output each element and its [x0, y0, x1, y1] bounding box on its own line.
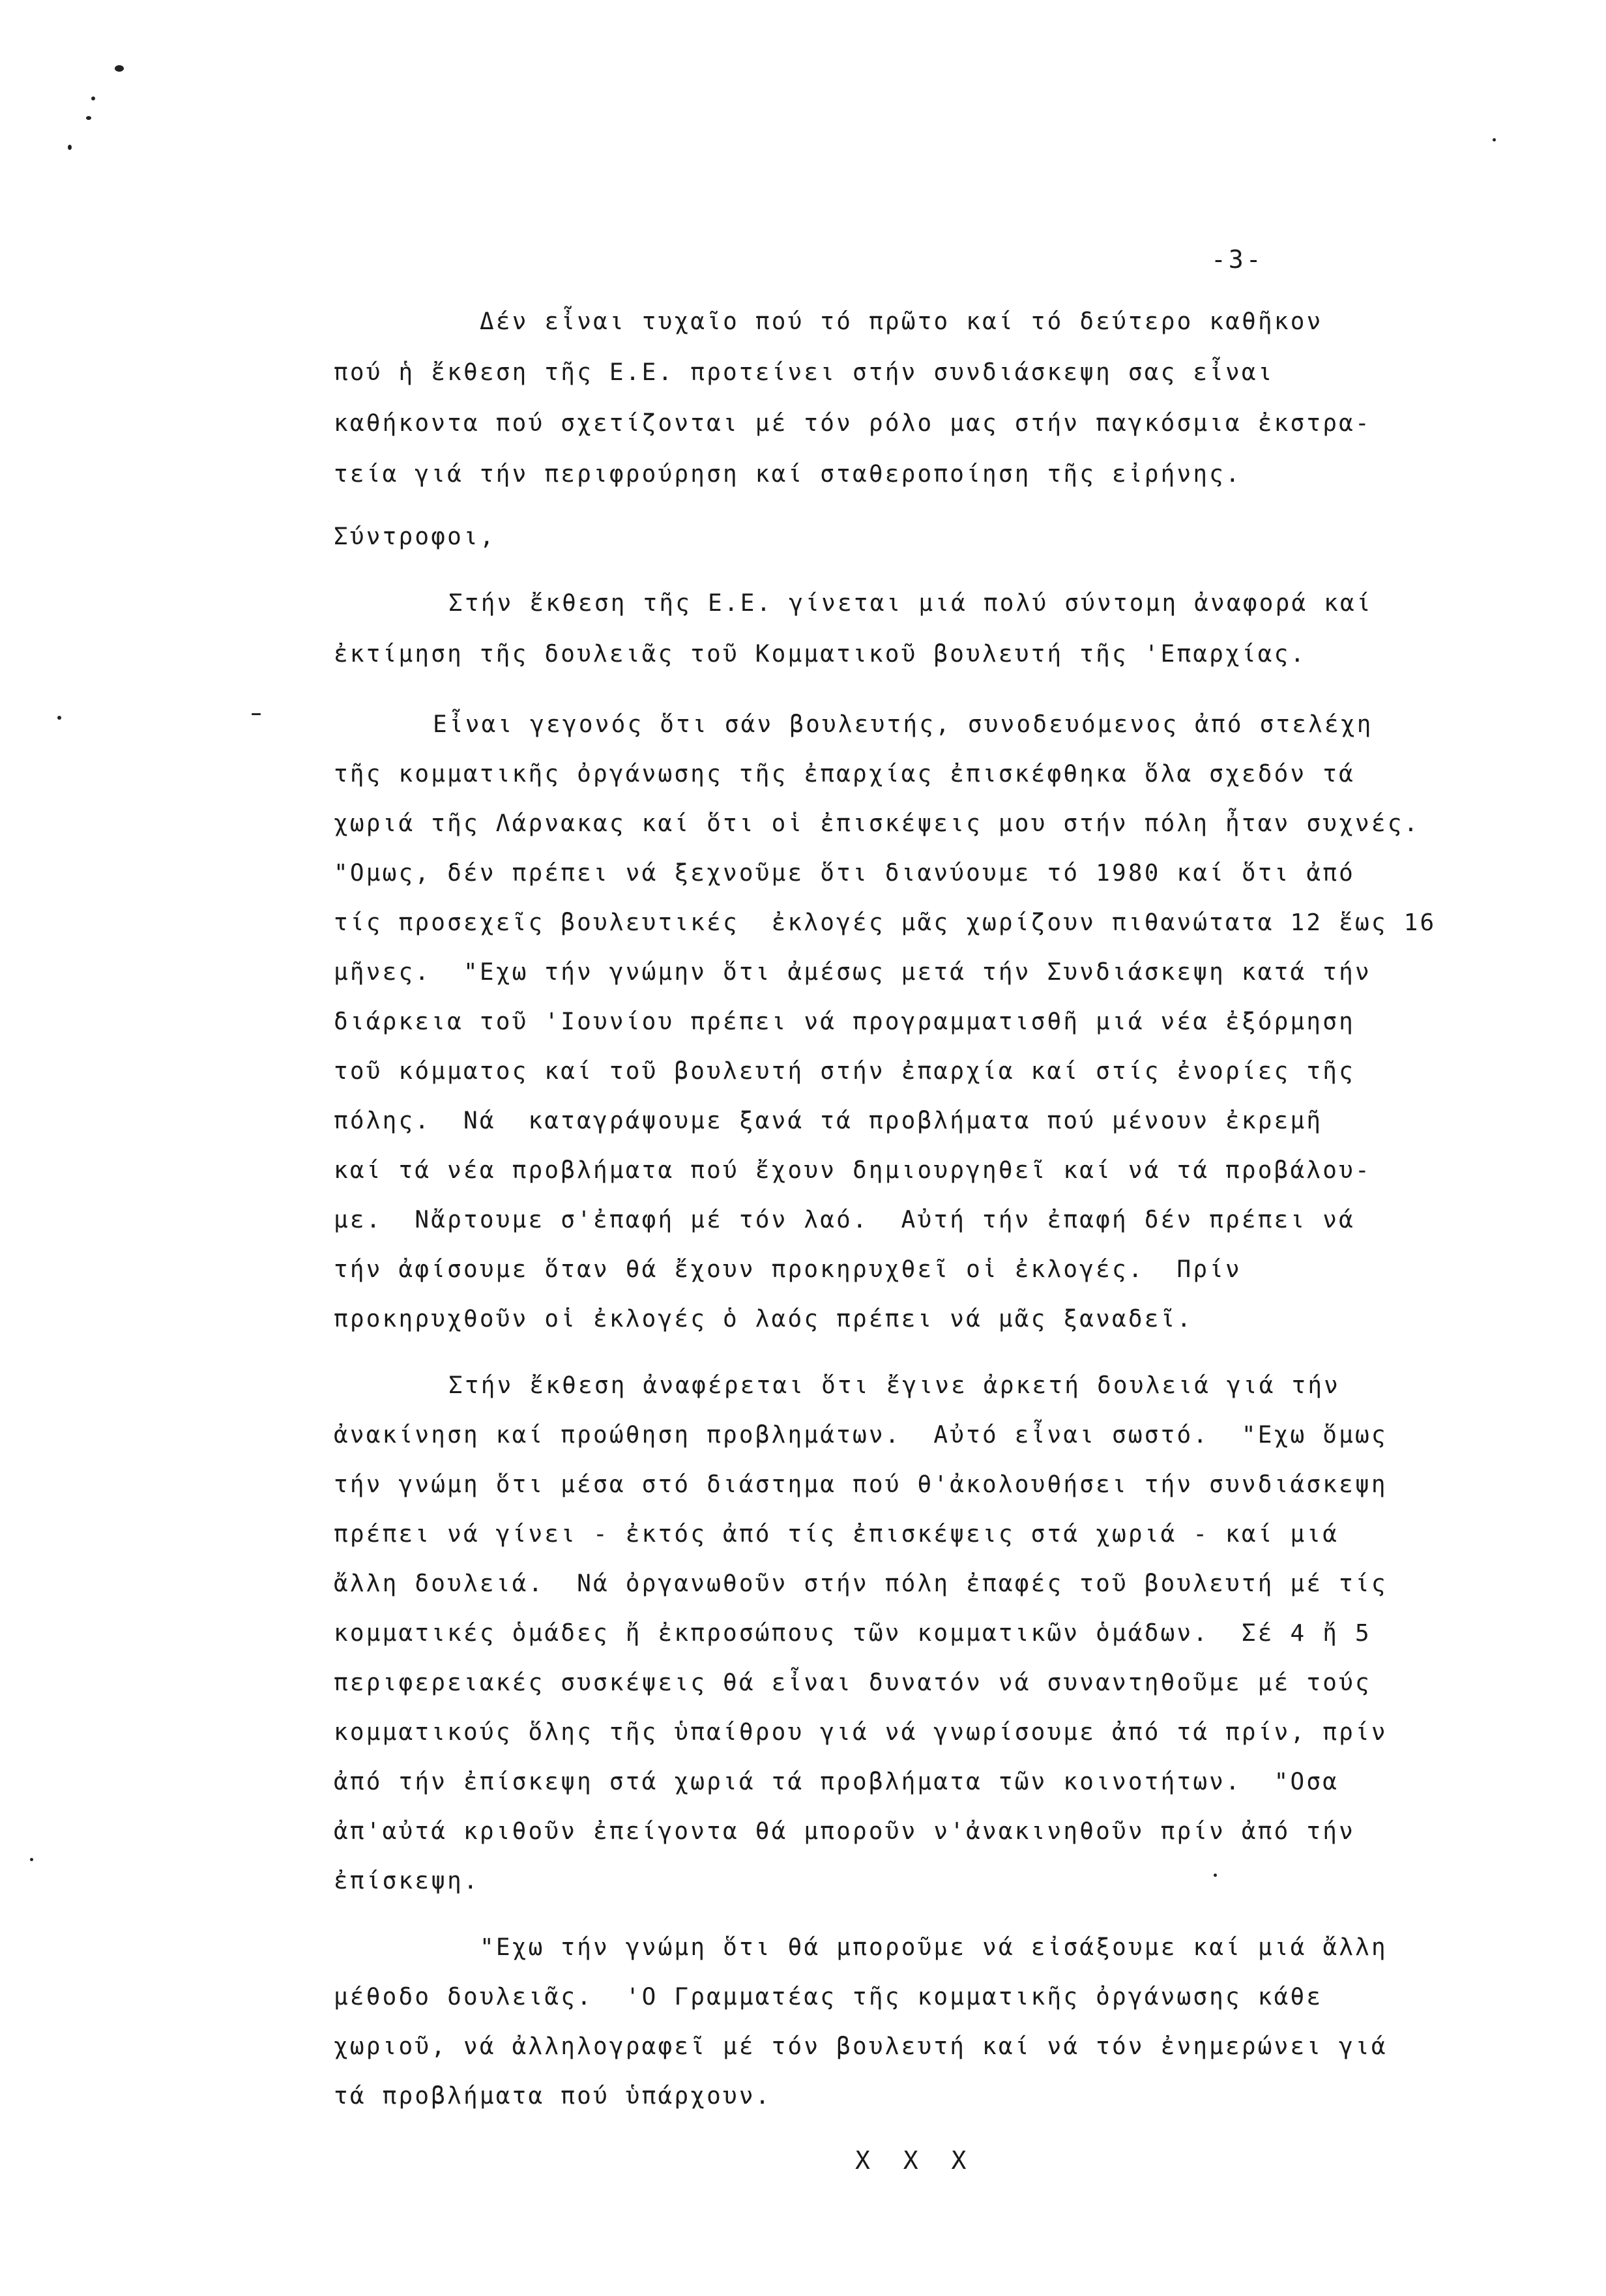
text-line: διάρκεια τοῦ 'Ιουνίου πρέπει νά προγραμματισθῆ μιά νέα ἐξόρμηση: [334, 1008, 1356, 1035]
scan-speck: [68, 145, 72, 150]
scan-speck: [115, 65, 124, 72]
text-line: χωριοῦ, νά ἀλληλογραφεῖ μέ τόν βουλευτή καί νά τόν ἐνημερώνει γιά: [334, 2033, 1388, 2060]
text-line: προκηρυχθοῦν οἱ ἐκλογές ὁ λαός πρέπει νά μᾶς ξαναδεῖ.: [334, 1306, 1193, 1332]
scan-speck: [1493, 138, 1496, 141]
text-line: ἐπίσκεψη.: [334, 1868, 480, 1894]
scan-speck: [91, 96, 95, 100]
scan-speck: [1214, 1874, 1217, 1877]
text-line: πόλης. Νά καταγράψουμε ξανά τά προβλήματα πού μένουν ἐκρεμῆ: [334, 1108, 1323, 1134]
text-line: τά προβλήματα πού ὑπάρχουν.: [334, 2083, 772, 2110]
text-line: πού ἡ ἔκθεση τῆς Ε.Ε. προτείνει στήν συνδιάσκεψη σας εἶναι: [334, 359, 1274, 386]
text-line: καί τά νέα προβλήματα πού ἔχουν δημιουργηθεῖ καί νά τά προβάλου-: [334, 1157, 1371, 1184]
text-line: Στήν ἔκθεση τῆς Ε.Ε. γίνεται μιά πολύ σύντομη ἀναφορά καί: [448, 590, 1373, 617]
scan-speck: [57, 716, 61, 720]
text-line: Δέν εἶναι τυχαῖο πού τό πρῶτο καί τό δεύτερο καθῆκον: [480, 308, 1323, 335]
text-line: ἐκτίμηση τῆς δουλειᾶς τοῦ Κομματικοῦ βουλευτή τῆς 'Επαρχίας.: [334, 641, 1307, 668]
text-line: χωριά τῆς Λάρνακας καί ὅτι οἱ ἐπισκέψεις μου στήν πόλη ἦταν συχνές.: [334, 810, 1420, 837]
text-line: ἄλλη δουλειά. Νά ὀργανωθοῦν στήν πόλη ἐπαφές τοῦ βουλευτή μέ τίς: [334, 1570, 1388, 1597]
text-line: "Ομως, δέν πρέπει νά ξεχνοῦμε ὅτι διανύουμε τό 1980 καί ὅτι ἀπό: [334, 860, 1356, 887]
text-line: μῆνες. "Εχω τήν γνώμην ὅτι ἀμέσως μετά τήν Συνδιάσκεψη κατά τήν: [334, 959, 1371, 986]
text-line: κομματικές ὁμάδες ἤ ἐκπροσώπους τῶν κομματικῶν ὁμάδων. Σέ 4 ἤ 5: [334, 1620, 1371, 1647]
text-line: τεία γιά τήν περιφρούρηση καί σταθεροποίηση τῆς εἰρήνης.: [334, 461, 1242, 488]
text-line: ἀπό τήν ἐπίσκεψη στά χωριά τά προβλήματα τῶν κοινοτήτων. "Οσα: [334, 1769, 1339, 1795]
scan-speck: [252, 713, 261, 715]
text-line: πρέπει νά γίνει - ἐκτός ἀπό τίς ἐπισκέψεις στά χωριά - καί μιά: [334, 1521, 1339, 1548]
text-line: ἀνακίνηση καί προώθηση προβλημάτων. Αὐτό εἶναι σωστό. "Εχω ὅμως: [334, 1422, 1388, 1449]
text-line: τῆς κομματικῆς ὀργάνωσης τῆς ἐπαρχίας ἐπισκέφθηκα ὅλα σχεδόν τά: [334, 761, 1356, 787]
text-line: τήν γνώμη ὅτι μέσα στό διάστημα πού θ'ἀκολουθήσει τήν συνδιάσκεψη: [334, 1471, 1388, 1498]
scan-speck: [86, 116, 91, 120]
text-line: τοῦ κόμματος καί τοῦ βουλευτή στήν ἐπαρχία καί στίς ἐνορίες τῆς: [334, 1058, 1356, 1085]
text-line: Σύντροφοι,: [334, 523, 496, 550]
text-line: με. Νἄρτουμε σ'ἐπαφή μέ τόν λαό. Αὐτή τήν ἐπαφή δέν πρέπει νά: [334, 1207, 1356, 1233]
text-line: κομματικούς ὅλης τῆς ὑπαίθρου γιά νά γνωρίσουμε ἀπό τά πρίν, πρίν: [334, 1719, 1388, 1746]
text-line: τήν ἀφίσουμε ὅταν θά ἔχουν προκηρυχθεῖ οἱ ἐκλογές. Πρίν: [334, 1256, 1242, 1283]
text-line: περιφερειακές συσκέψεις θά εἶναι δυνατόν νά συναντηθοῦμε μέ τούς: [334, 1670, 1371, 1696]
text-line: "Εχω τήν γνώμη ὅτι θά μποροῦμε νά εἰσάξουμε καί μιά ἄλλη: [480, 1934, 1388, 1961]
text-line: καθήκοντα πού σχετίζονται μέ τόν ρόλο μας στήν παγκόσμια ἐκστρα-: [334, 410, 1371, 437]
text-line: μέθοδο δουλειᾶς. 'Ο Γραμματέας τῆς κομματικῆς ὀργάνωσης κάθε: [334, 1984, 1323, 2010]
text-line: Στήν ἔκθεση ἀναφέρεται ὅτι ἔγινε ἀρκετή δουλειά γιά τήν: [448, 1372, 1341, 1399]
text-line: ἀπ'αὐτά κριθοῦν ἐπείγοντα θά μποροῦν ν'ἀνακινηθοῦν πρίν ἀπό τήν: [334, 1818, 1356, 1845]
page-number: -3-: [1211, 245, 1264, 274]
end-mark: X X X: [855, 2146, 976, 2175]
text-line: τίς προσεχεῖς βουλευτικές ἐκλογές μᾶς χωρίζουν πιθανώτατα 12 ἕως 16: [334, 909, 1437, 936]
text-line: Εἶναι γεγονός ὅτι σάν βουλευτής, συνοδευόμενος ἀπό στελέχη: [433, 711, 1373, 738]
scan-speck: [30, 1858, 33, 1861]
